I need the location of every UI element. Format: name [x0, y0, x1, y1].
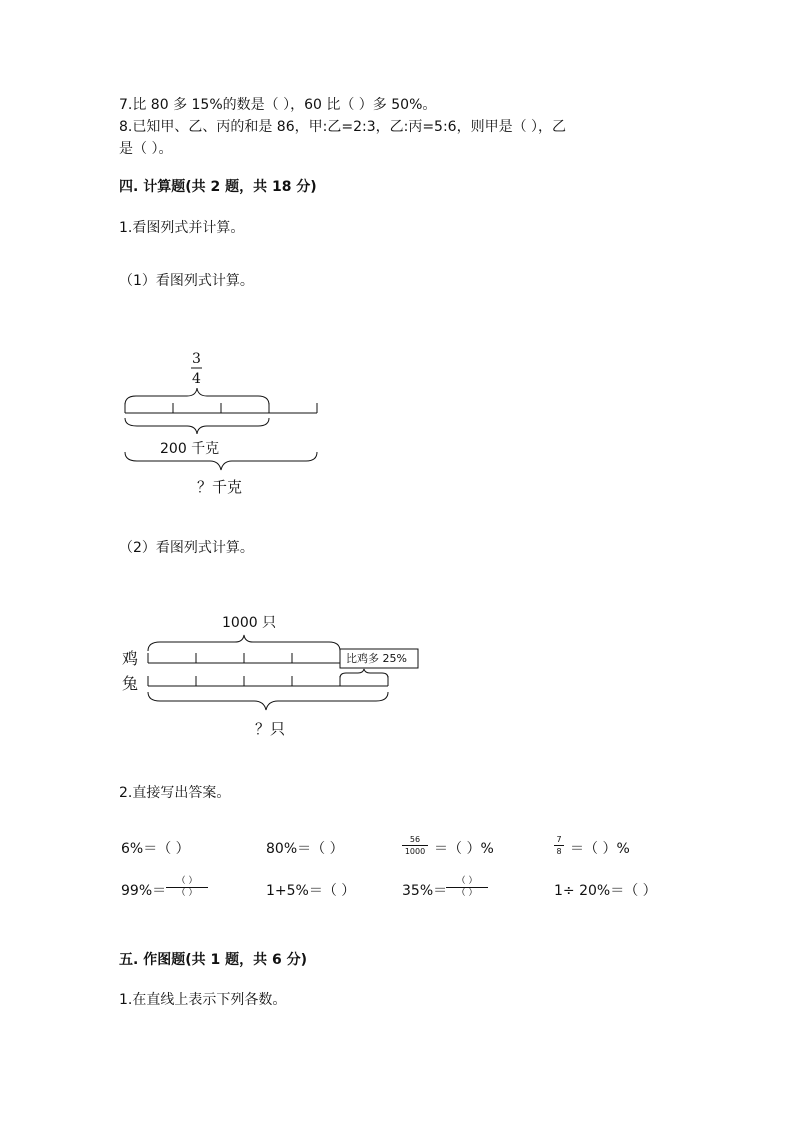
- answer-2d: 1÷ 20%＝（ ）: [554, 883, 657, 899]
- diagram-1-label-200kg: 200 千克: [160, 441, 220, 457]
- answer-2b: 1+5%＝（ ）: [266, 883, 356, 899]
- answer-1a: 6%＝（ ）: [121, 841, 190, 857]
- sub-question-1: （1）看图列式计算。: [119, 273, 254, 289]
- diagram-2-label-more: 比鸡多 25%: [346, 652, 407, 665]
- fraction-denominator: （ ）: [456, 888, 478, 898]
- section-4-question-2: 2.直接写出答案。: [119, 785, 231, 801]
- diagram-2-label-rabbit: 兔: [122, 674, 139, 693]
- diagram-2-label-chicken: 鸡: [122, 649, 139, 668]
- fraction-numerator: （ ）: [176, 876, 198, 886]
- fraction-numerator: （ ）: [456, 876, 478, 886]
- section-4-title: 四. 计算题(共 2 题，共 18 分): [119, 179, 317, 195]
- sub-question-2: （2）看图列式计算。: [119, 540, 254, 556]
- question-8-line2: 是（ ）。: [119, 141, 173, 157]
- fraction-numerator: 56: [409, 835, 421, 844]
- answer-1c: ＝（ ）%: [434, 841, 494, 857]
- fraction-56-1000: [402, 835, 428, 856]
- answer-2a: 99%＝: [121, 883, 167, 899]
- section-5-question-1: 1.在直线上表示下列各数。: [119, 992, 287, 1008]
- fraction-numerator: 7: [556, 835, 562, 844]
- fraction-denominator: （ ）: [176, 888, 198, 898]
- section-4-question-1: 1.看图列式并计算。: [119, 220, 245, 236]
- diagram-1-label-unknown: ？千克: [197, 478, 243, 496]
- diagram-1-fraction-denominator: 4: [192, 371, 201, 387]
- question-8-line1: 8.已知甲、乙、丙的和是 86，甲:乙=2:3，乙:丙=5:6，则甲是（ ），乙: [119, 119, 567, 135]
- answer-1b: 80%＝（ ）: [266, 841, 344, 857]
- diagram-1-fraction-numerator: 3: [192, 351, 201, 367]
- question-7: 7.比 80 多 15%的数是（ ），60 比（ ）多 50%。: [119, 97, 437, 113]
- diagram-2-label-unknown: ？只: [255, 720, 286, 738]
- answer-2a-fraction: [166, 877, 208, 898]
- fraction-denominator: 8: [556, 847, 562, 856]
- fraction-denominator: 1000: [404, 847, 426, 856]
- diagram-2-label-1000: 1000 只: [222, 615, 277, 631]
- answer-2c: 35%＝: [402, 883, 448, 899]
- fraction-bar: [554, 845, 564, 846]
- fraction-bar: [402, 845, 428, 846]
- fraction-7-8: [554, 835, 564, 856]
- answer-1d: ＝（ ）%: [570, 841, 630, 857]
- answer-2c-fraction: [446, 877, 488, 898]
- section-5-title: 五. 作图题(共 1 题，共 6 分): [119, 952, 307, 968]
